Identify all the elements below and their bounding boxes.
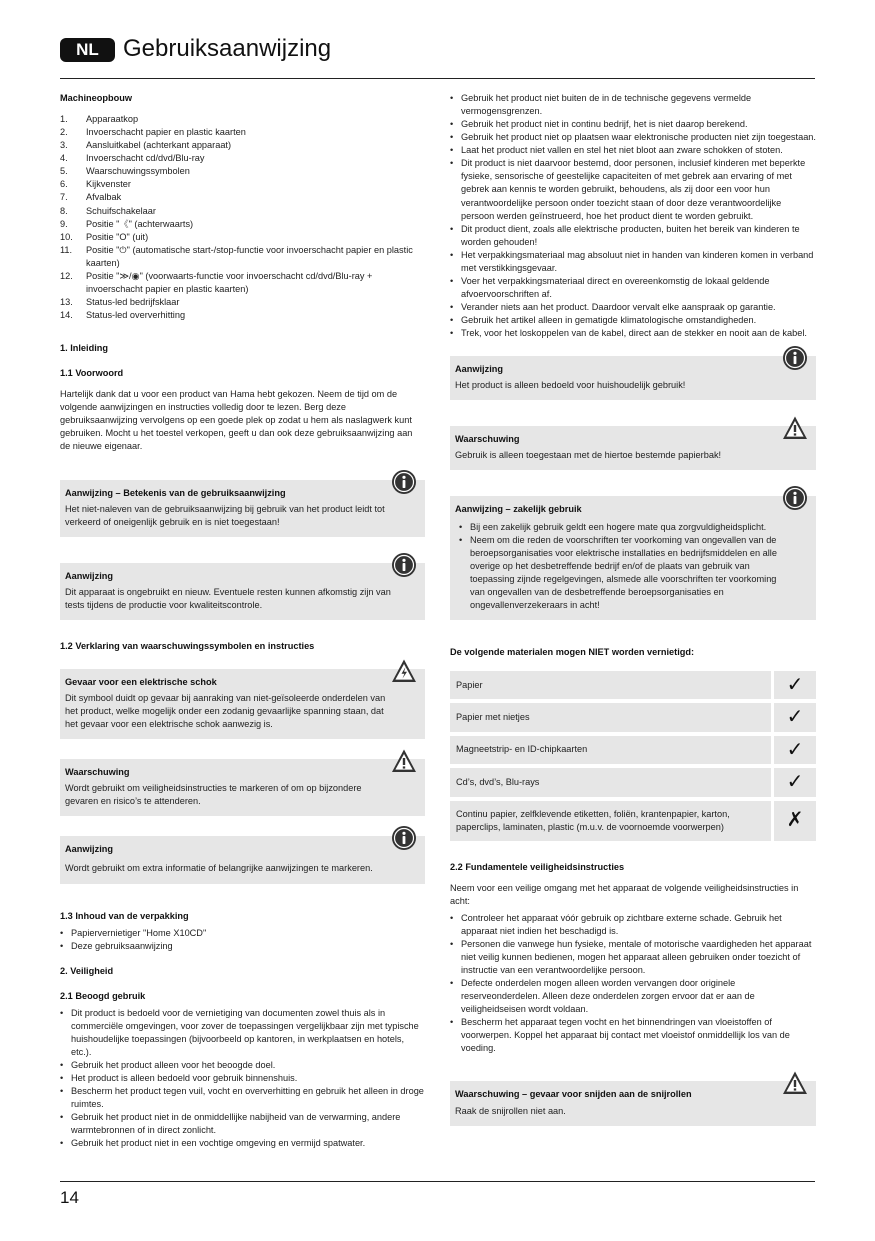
checkmark-icon: ✓: [771, 736, 816, 764]
table-row: [450, 736, 816, 764]
item-number: 1.: [60, 114, 68, 125]
notice-cutting-rollers: [450, 1081, 816, 1125]
warning-icon: [782, 415, 808, 441]
fundamental-safety-list: [450, 912, 816, 1056]
left-column: [60, 92, 425, 1151]
item-text: Afvalbak: [86, 192, 122, 203]
package-list: [60, 927, 425, 953]
list-item: • Dit product is bedoeld voor de vernietiging van documenten zowel thuis als in commerciële omgevingen, voor zover de toepassingen vergelijkbaar zijn met typische huishoudelijke toepassingen (bijvoorbeeld op kantoren, in werkplaatsen en hotels, etc.).: [60, 1007, 425, 1059]
item-number: 6.: [60, 179, 68, 190]
material-label: Continu papier, zelfklevende etiketten, foliën, krantenpapier, karton, paperclips, laminaten, plastic (m.u.v. de voornoemde voorwerpen): [450, 801, 771, 841]
item-text: Invoerschacht cd/dvd/Blu-ray: [86, 153, 205, 164]
notice-paper-bin-warning: [450, 426, 816, 470]
item-text: Positie "⏻" (automatische start-/stop-functie voor invoerschacht papier en plastic kaarten): [86, 244, 413, 268]
list-item: [60, 231, 425, 244]
item-number: 7.: [60, 192, 68, 203]
list-item: • Dit product is niet daarvoor bestemd, door personen, inclusief kinderen met beperkte fysieke, sensorische of geestelijke capaciteiten of met gebrek aan ervaring of met gebrek aan kennis te worden gebruikt, behoudens, als zij door een voor hun verantwoordelijke persoon onder toezicht staan of door deze verantwoordelijke persoon werden geïnstrueerd, hoe het product dient te worden gebruikt.: [450, 157, 816, 222]
list-item: • Bescherm het product tegen vuil, vocht en oververhitting en gebruik het alleen in droge ruimtes.: [60, 1085, 425, 1111]
item-text: Positie "≫/◉" (voorwaarts-functie voor invoerschacht cd/dvd/Blu-ray + invoerschacht papier en plastic kaarten): [86, 270, 373, 294]
checkmark-icon: ✓: [771, 671, 816, 699]
item-number: 14.: [60, 310, 73, 320]
list-item: [60, 113, 425, 126]
notice-title: Aanwijzing: [65, 844, 113, 855]
list-item: • Gebruik het product niet op plaatsen waar elektronische producten niet zijn toegestaan.: [450, 131, 816, 144]
item-text: Positie "O" (uit): [86, 231, 149, 242]
list-item: • Het product is alleen bedoeld voor gebruik binnenshuis.: [60, 1072, 425, 1085]
item-number: 10.: [60, 231, 73, 242]
cross-icon: ✗: [771, 801, 816, 841]
list-item: [60, 126, 425, 139]
page-number: 14: [60, 1188, 79, 1207]
item-text: Apparaatkop: [86, 114, 139, 125]
section-heading-safety: 2. Veiligheid: [60, 965, 114, 976]
list-item: • Het verpakkingsmateriaal mag absoluut niet in handen van kinderen komen in verband met verstikkingsgevaar.: [450, 249, 816, 275]
list-item: • Dit product dient, zoals alle elektrische producten, buiten het bereik van kinderen te worden gehouden!: [450, 223, 816, 249]
table-row: [450, 671, 816, 699]
notice-title: Aanwijzing: [455, 364, 503, 375]
item-text: Status-led bedrijfsklaar: [86, 296, 180, 307]
list-item: • Trek, voor het loskoppelen van de kabel, direct aan de stekker en nooit aan de kabel.: [450, 327, 816, 340]
table-row: [450, 801, 816, 841]
list-item: [60, 165, 425, 178]
notice-business-use: [450, 496, 816, 620]
footer-rule: [60, 1181, 815, 1182]
material-label: Papier: [450, 671, 771, 699]
list-item: [60, 218, 425, 231]
notice-text: Gebruik is alleen toegestaan met de hiertoe bestemde papierbak!: [455, 450, 722, 461]
item-number: 13.: [60, 296, 73, 307]
item-text: Status-led oververhitting: [86, 310, 186, 320]
list-item: • Papiervernietiger "Home X10CD": [60, 927, 425, 940]
notice-text: Het niet-naleven van de gebruiksaanwijzing bij gebruik van het product leidt tot verkeerd of oneigenlijk gebruik en is niet toegestaan!: [65, 503, 385, 527]
list-item: • Gebruik het artikel alleen in gematigde klimatologische omstandigheden.: [450, 314, 816, 327]
item-number: 4.: [60, 153, 68, 164]
list-item: • Verander niets aan het product. Daardoor vervalt elke aanspraak op garantie.: [450, 301, 816, 314]
list-item: [60, 309, 425, 322]
notice-text: Dit apparaat is ongebruikt en nieuw. Eventuele resten kunnen afkomstig zijn van tests tijdens de productie voor kwaliteitscontrole.: [65, 586, 391, 610]
item-number: 2.: [60, 127, 68, 138]
list-item: • Bescherm het apparaat tegen vocht en het binnendringen van vloeistoffen of voorwerpen. Koppel het apparaat bij contact met vloeistof onmiddellijk los van de voeding.: [450, 1016, 816, 1055]
machine-heading: Machineopbouw: [60, 93, 132, 103]
notice-new-device: [60, 563, 425, 620]
item-text: Schuifschakelaar: [86, 205, 156, 216]
material-label: Papier met nietjes: [450, 703, 771, 731]
subsection-heading-fundamental-safety: 2.2 Fundamentele veiligheidsinstructies: [450, 861, 625, 872]
notice-text: Het product is alleen bedoeld voor huishoudelijk gebruik!: [455, 380, 686, 391]
section-heading-intro: 1. Inleiding: [60, 343, 108, 354]
item-number: 5.: [60, 166, 68, 177]
list-item: • Gebruik het product niet in de onmiddellijke nabijheid van de verwarming, andere warmtebronnen of in direct zonlicht.: [60, 1111, 425, 1137]
material-label: Magneetstrip- en ID-chipkaarten: [450, 736, 771, 764]
fundamental-intro: Neem voor een veilige omgang met het apparaat de volgende veiligheidsinstructies in acht:: [450, 882, 799, 906]
table-row: [450, 703, 816, 731]
notice-text: Raak de snijrollen niet aan.: [455, 1105, 566, 1116]
item-text: Positie "《" (achterwaarts): [86, 218, 194, 229]
item-number: 8.: [60, 205, 68, 216]
foreword-text: Hartelijk dank dat u voor een product van Hama hebt gekozen. Neem de tijd om de volgende aanwijzingen en instructies volledig door te lezen. Berg deze gebruiksaanwijzing vervolgens op een goede plek op zodat u hem als naslagwerk kunt gebruiken. Mocht u het toestel verkopen, geeft u dan ook deze gebruiksaanwijzing aan de nieuwe eigenaar.: [60, 389, 413, 452]
notice-text: Dit symbool duidt op gevaar bij aanraking van niet-geïsoleerde onderdelen van het product, welke mogelijk onder een zodanig gevaarlijke spanning staan, dat het gevaar voor een elektrische schok aanwezig is.: [65, 693, 386, 730]
list-item: [60, 139, 425, 152]
business-use-list: [455, 521, 788, 612]
info-icon: [391, 469, 417, 495]
item-text: Kijkvenster: [86, 179, 131, 190]
subsection-heading-package: 1.3 Inhoud van de verpakking: [60, 910, 189, 921]
list-item: • Defecte onderdelen mogen alleen worden vervangen door originele reserveonderdelen. Alleen deze onderdelen zorgen ervoor dat er aan de veiligheidseisen wordt voldaan.: [450, 977, 816, 1016]
language-badge: NL: [60, 38, 115, 62]
notice-title: Waarschuwing: [455, 434, 520, 445]
list-item: • Gebruik het product alleen voor het beoogde doel.: [60, 1059, 425, 1072]
list-item: • Laat het product niet vallen en stel het niet bloot aan zware schokken of stoten.: [450, 144, 816, 157]
table-row: [450, 768, 816, 796]
notice-title: Gevaar voor een elektrische schok: [65, 676, 217, 687]
right-column: [450, 92, 816, 1126]
notice-title: Waarschuwing – gevaar voor snijden aan de snijrollen: [455, 1089, 692, 1100]
intended-use-list-continued: [450, 92, 816, 340]
list-item: [60, 178, 425, 191]
list-item: [60, 296, 425, 309]
notice-title: Aanwijzing – zakelijk gebruik: [455, 504, 582, 515]
material-label: Cd’s, dvd’s, Blu-rays: [450, 768, 771, 796]
notice-household-use: [450, 356, 816, 400]
materials-heading: De volgende materialen mogen NIET worden vernietigd:: [450, 646, 695, 657]
notice-text: Wordt gebruikt om extra informatie of belangrijke aanwijzingen te markeren.: [65, 863, 373, 874]
subsection-heading-intended-use: 2.1 Beoogd gebruik: [60, 990, 146, 1001]
list-item: • Controleer het apparaat vóór gebruik op zichtbare externe schade. Gebruik het apparaat niet indien het beschadigd is.: [450, 912, 816, 938]
list-item: • Deze gebruiksaanwijzing: [60, 940, 425, 953]
electric-hazard-icon: [391, 658, 417, 684]
warning-icon: [782, 1070, 808, 1096]
item-number: 11.: [60, 244, 73, 255]
list-item: [60, 152, 425, 165]
materials-table: [450, 667, 816, 845]
notice-electric-shock: [60, 669, 425, 739]
notice-warning-symbol: [60, 759, 425, 816]
list-item: • Neem om die reden de voorschriften ter voorkoming van ongevallen van de beroepsorganisaties voor elektrische installaties en bedrijfsmiddelen en alle overige op het desbetreffende bedrijf en/of de plaats van gebruik van toepassing zijnde regelgevingen, alsmede alle voorschriften ter voorkoming van ongevallen van de desbetreffende beroepsorganisaties en ongevallenverzekeraars in acht!: [459, 534, 788, 612]
notice-title: Aanwijzing: [65, 570, 113, 581]
item-text: Waarschuwingssymbolen: [86, 166, 190, 177]
list-item: [60, 270, 425, 296]
list-item: • Gebruik het product niet in een vochtige omgeving en vermijd spatwater.: [60, 1137, 425, 1150]
info-icon: [782, 345, 808, 371]
machine-parts-list: [60, 113, 425, 322]
info-icon: [782, 485, 808, 511]
item-number: 12.: [60, 270, 73, 281]
list-item: [60, 205, 425, 218]
list-item: [60, 191, 425, 204]
list-item: • Gebruik het product niet in continu bedrijf, het is niet daarop berekend.: [450, 118, 816, 131]
notice-title: Aanwijzing – Betekenis van de gebruiksaanwijzing: [65, 487, 286, 498]
subsection-heading-symbols: 1.2 Verklaring van waarschuwingssymbolen en instructies: [60, 640, 315, 651]
list-item: • Personen die vanwege hun fysieke, mentale of motorische vaardigheden het apparaat niet veilig kunnen bedienen, mogen het apparaat alleen gebruiken onder toezicht of instructie van een verantwoordelijke persoon.: [450, 938, 816, 977]
notice-manual-meaning: [60, 480, 425, 537]
page-title: Gebruiksaanwijzing: [123, 35, 332, 62]
list-item: • Gebruik het product niet buiten de in de technische gegevens vermelde vermogensgrenzen.: [450, 92, 816, 118]
item-text: Aansluitkabel (achterkant apparaat): [86, 140, 232, 151]
subsection-heading-foreword: 1.1 Voorwoord: [60, 368, 124, 379]
list-item: • Voer het verpakkingsmateriaal direct en overeenkomstig de lokaal geldende afvoervoorschriften af.: [450, 275, 816, 301]
intended-use-list: [60, 1007, 425, 1151]
list-item: [60, 244, 425, 270]
info-icon: [391, 825, 417, 851]
notice-title: Waarschuwing: [65, 767, 130, 778]
checkmark-icon: ✓: [771, 768, 816, 796]
item-number: 9.: [60, 218, 68, 229]
page-header: [60, 34, 815, 79]
item-number: 3.: [60, 140, 68, 151]
checkmark-icon: ✓: [771, 703, 816, 731]
notice-text: Wordt gebruikt om veiligheidsinstructies te markeren of om op bijzondere gevaren en risico’s te attenderen.: [65, 783, 362, 807]
info-icon: [391, 552, 417, 578]
item-text: Invoerschacht papier en plastic kaarten: [86, 127, 246, 138]
list-item: • Bij een zakelijk gebruik geldt een hogere mate qua zorgvuldigheidsplicht.: [459, 521, 788, 534]
notice-hint-symbol: [60, 836, 425, 883]
warning-icon: [391, 748, 417, 774]
